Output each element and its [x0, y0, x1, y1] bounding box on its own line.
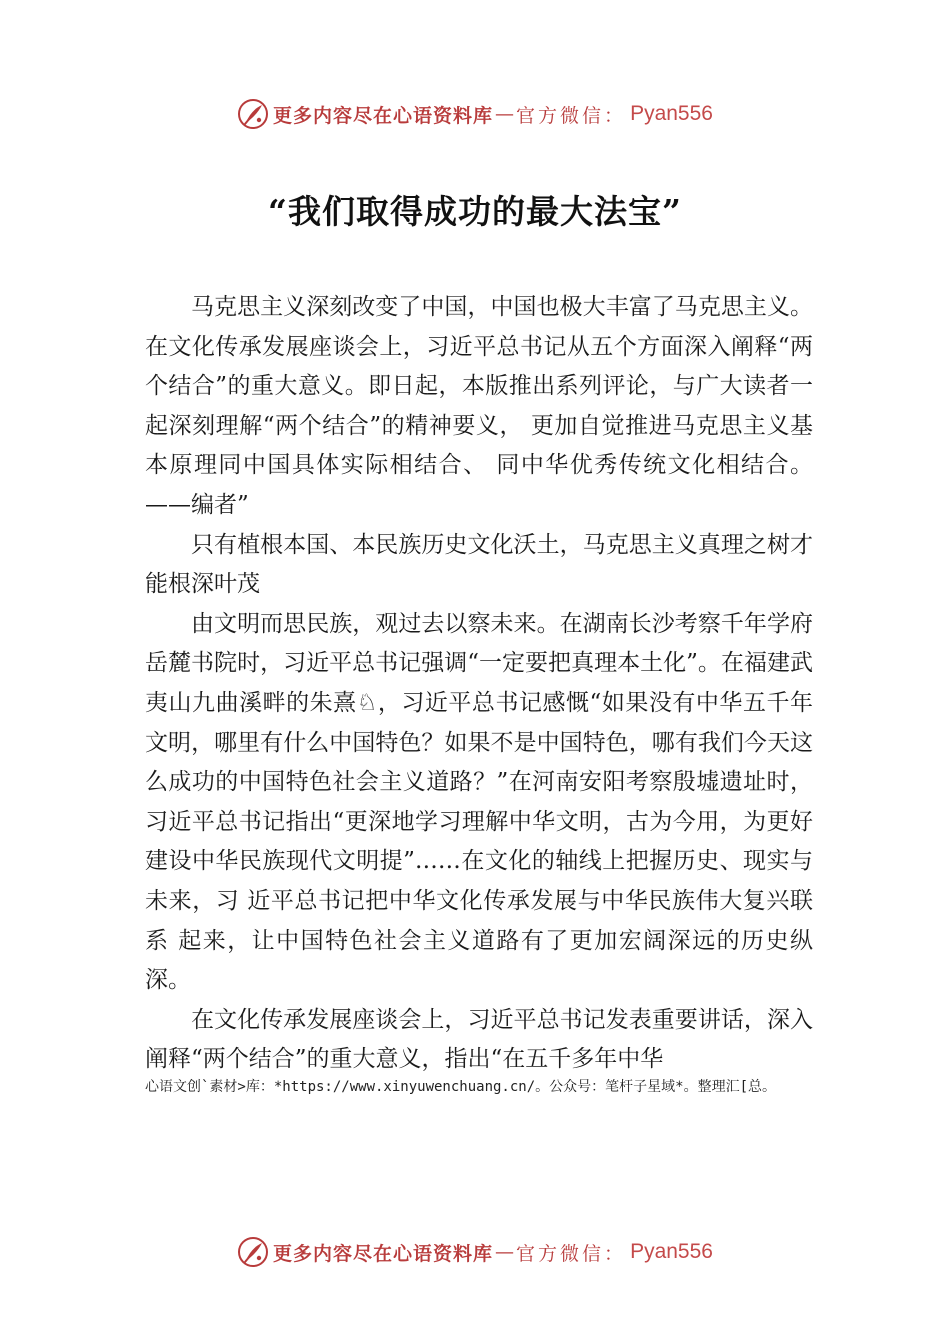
banner-dash: —	[495, 1241, 515, 1263]
paragraph: 只有植根本国、本民族历史文化沃土，马克思主义真理之树才能根深叶茂	[145, 531, 813, 598]
header-banner	[0, 94, 950, 134]
feather-pen-logo-icon	[237, 1236, 269, 1268]
banner-wechat-label: 官方微信：	[516, 104, 627, 127]
banner-wechat-id: Pyan556	[630, 102, 713, 125]
feather-pen-logo-icon	[237, 98, 269, 130]
banner-text: 更多内容尽在心语资料库	[273, 1242, 494, 1265]
article-title: “我们取得成功的最大法宝”	[268, 192, 682, 231]
banner-wechat-label: 官方微信：	[516, 1242, 627, 1265]
source-note: 心语文创`素材>库：*https://www.xinyuwenchuang.cn/。公众号：笔杆子星域*。整理汇[总。	[145, 1079, 777, 1095]
banner-text: 更多内容尽在心语资料库	[273, 104, 494, 127]
paragraph: 由文明而思民族，观过去以察未来。在湖南长沙考察千年学府岳麓书院时，习近平总书记强调“一定要把真理本土化”。在福建武夷山九曲溪畔的朱熹♘，习近平总书记感慨“如果没有中华五千年文明，哪里有什么中国特色？如果不是中国特色，哪有我们今天这么成功的中国特色社会主义道路？”在河南安阳考察殷墟遗址时，习近平总书记指出“更深地学习理解中华文明，古为今用，为更好建设中华民族现代文明提”……在文化的轴线上把握历史、现实与未来，习 近平总书记把中华文化传承发展与中华民族伟大复兴联系 起来，让中国特色社会主义道路有了更加宏阔深远的历史纵深。	[145, 610, 813, 994]
footer-banner	[0, 1232, 950, 1272]
paragraph: 在文化传承发展座谈会上，习近平总书记发表重要讲话，深入阐释“两个结合”的重大意义，指出“在五千多年中华	[145, 1006, 813, 1073]
article-body	[145, 288, 813, 1080]
banner-dash: —	[495, 103, 515, 125]
paragraph: 马克思主义深刻改变了中国，中国也极大丰富了马克思主义。在文化传承发展座谈会上，习近平总书记从五个方面深入阐释“两个结合”的重大意义。即日起，本版推出系列评论，与广大读者一起深刻理解“两个结合”的精神要义， 更加自觉推进马克思主义基本原理同中国具体实际相结合、 同中华优秀传统文化相结合。——编者”	[145, 294, 813, 518]
banner-wechat-id: Pyan556	[630, 1240, 713, 1263]
